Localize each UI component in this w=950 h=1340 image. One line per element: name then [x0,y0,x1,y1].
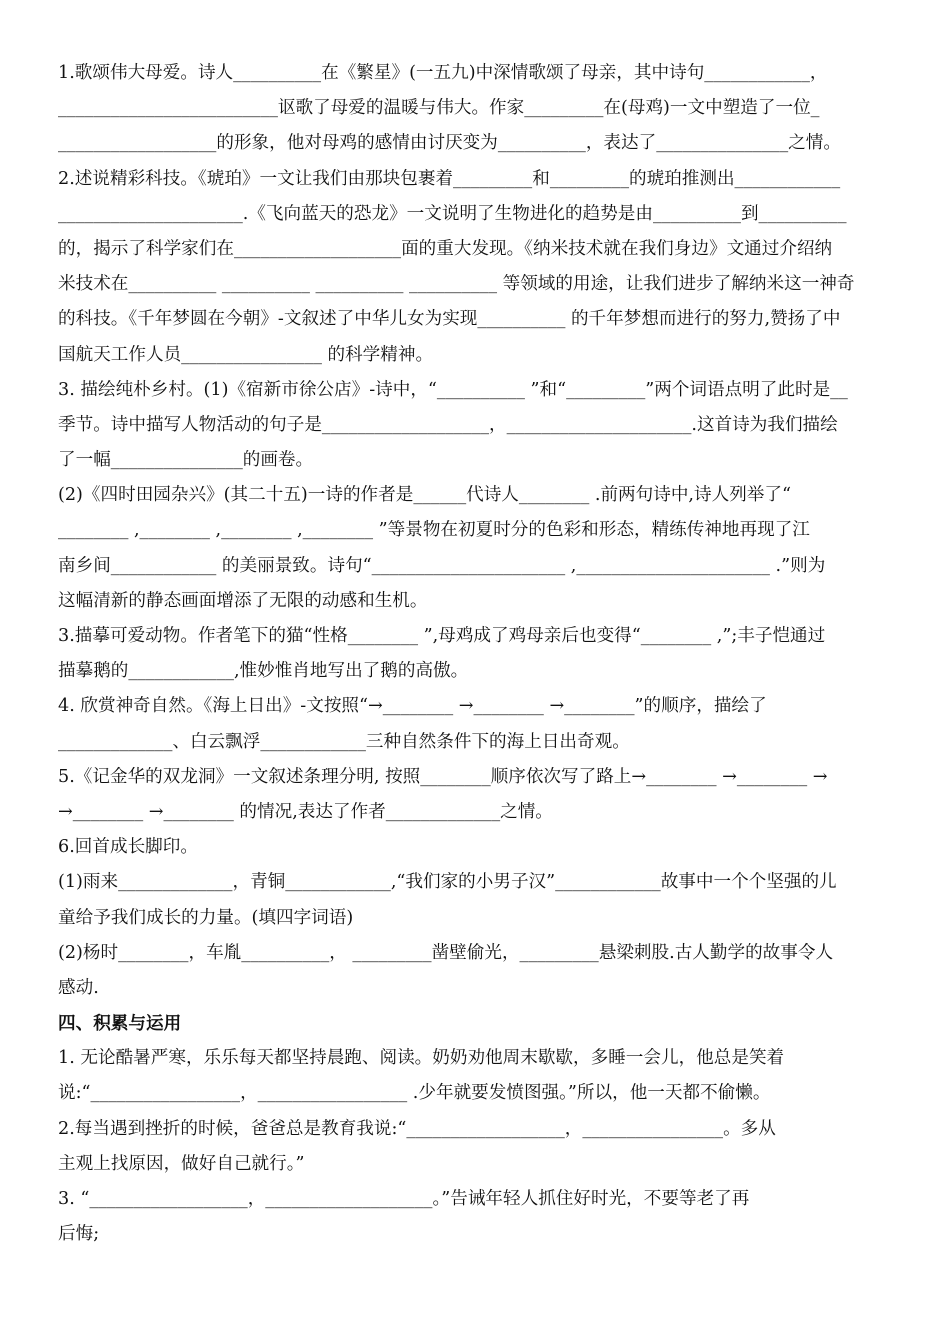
text-line: 南乡间____________ 的美丽景致。诗句“______________________ ,______________________ .”则为 [58,555,826,576]
text-line: 米技术在__________ __________ __________ __________ 等领域的用途，让我们进步了解纳米这一神奇 [58,274,855,295]
text-line: 童给予我们成长的力量。(填四字词语) [58,907,354,928]
text-line: 3. 描绘纯朴乡村。(1)《宿新市徐公店》-诗中，“__________ ”和“_________”两个词语点明了此时是__ [58,379,848,400]
text-line: 1. 无论酷暑严寒，乐乐每天都坚持晨跑、阅读。奶奶劝他周末歇歇，多睡一会儿，他总是笑着 [58,1048,785,1069]
text-line: (2)《四时田园杂兴》(其二十五)一诗的作者是______代诗人________ .前两句诗中,诗人列举了“ [58,485,791,506]
text-line: 3.描摹可爱动物。作者笔下的猫“性格________ ”,母鸡成了鸡母亲后也变得“________ ,”;丰子恺通过 [58,626,826,646]
text-line: 这幅清新的静态画面增添了无限的动感和生机。 [58,590,428,611]
text-line: 了一幅_______________的画卷。 [58,450,314,471]
text-line: 1.歌颂伟大母爱。诗人__________在《繁星》(一五九)中深情歌颂了母亲，其中诗句____________， [58,63,828,83]
text-line: 国航天工作人员________________ 的科学精神。 [58,344,434,365]
text-line: ________ ,________ ,________ ,________ ”等景物在初夏时分的色彩和形态，精练传神地再现了江 [58,520,810,541]
text-line: _________________________讴歌了母爱的温暖与伟大。作家_________在(母鸡)一文中塑造了一位_ [58,98,820,119]
text-line: 主观上找原因，做好自己就行。” [58,1153,305,1174]
section-heading: 四、积累与运用 [58,1013,182,1035]
text-line: 2.每当遇到挫折的时候，爸爸总是教育我说:“__________________，________________。多从 [58,1118,776,1139]
text-line: 4. 欣赏神奇自然。《海上日出》-文按照“→________ →________ →________”的顺序，描绘了 [58,696,767,717]
text-line: 感动. [58,977,99,998]
text-line: 2.述说精彩科技。《琥珀》一文让我们由那块包裹着_________和_________的琥珀推测出____________ [58,168,841,189]
text-line: __________________的形象，他对母鸡的感情由讨厌变为__________，表达了_______________之情。 [58,133,841,154]
text-line: (2)杨时________，车胤__________， _________凿壁偷光，_________悬梁刺股.古人勤学的故事令人 [58,942,834,963]
text-line: 6.回首成长脚印。 [58,837,198,858]
text-line: (1)雨来_____________，青铜____________,“我们家的小男子汉”____________故事中一个个坚强的儿 [58,872,837,893]
text-line: 说:“_________________，_________________ .少年就要发愤图强。”所以，他一天都不偷懒。 [58,1083,771,1104]
text-line: 描摹鹅的____________,惟妙惟肖地写出了鹅的高傲。 [58,661,469,682]
text-line: 的科技。《千年梦圆在今朝》-文叙述了中华儿女为实现__________ 的千年梦想而进行的努力,赞扬了中 [58,309,841,330]
text-line: 5.《记金华的双龙洞》一文叙述条理分明, 按照________顺序依次写了路上→________ →________ → [58,766,828,787]
text-line: _____________、白云飘浮____________三种自然条件下的海上日出奇观。 [58,731,630,752]
text-line: 季节。诗中描写人物活动的句子是___________________，_____________________.这首诗为我们描绘 [58,414,838,435]
text-line: 的，揭示了科学家们在___________________面的重大发现。《纳米技术就在我们身边》文通过介绍纳 [58,238,833,259]
text-line: →________ →________ 的情况,表达了作者_____________之情。 [58,801,553,822]
text-line: 后悔; [58,1224,100,1245]
text-line: _____________________.《飞向蓝天的恐龙》一文说明了生物进化的趋势是由__________到__________ [58,203,847,224]
text-line: 3. “__________________，___________________。”告诫年轻人抓住好时光，不要等老了再 [58,1189,750,1209]
